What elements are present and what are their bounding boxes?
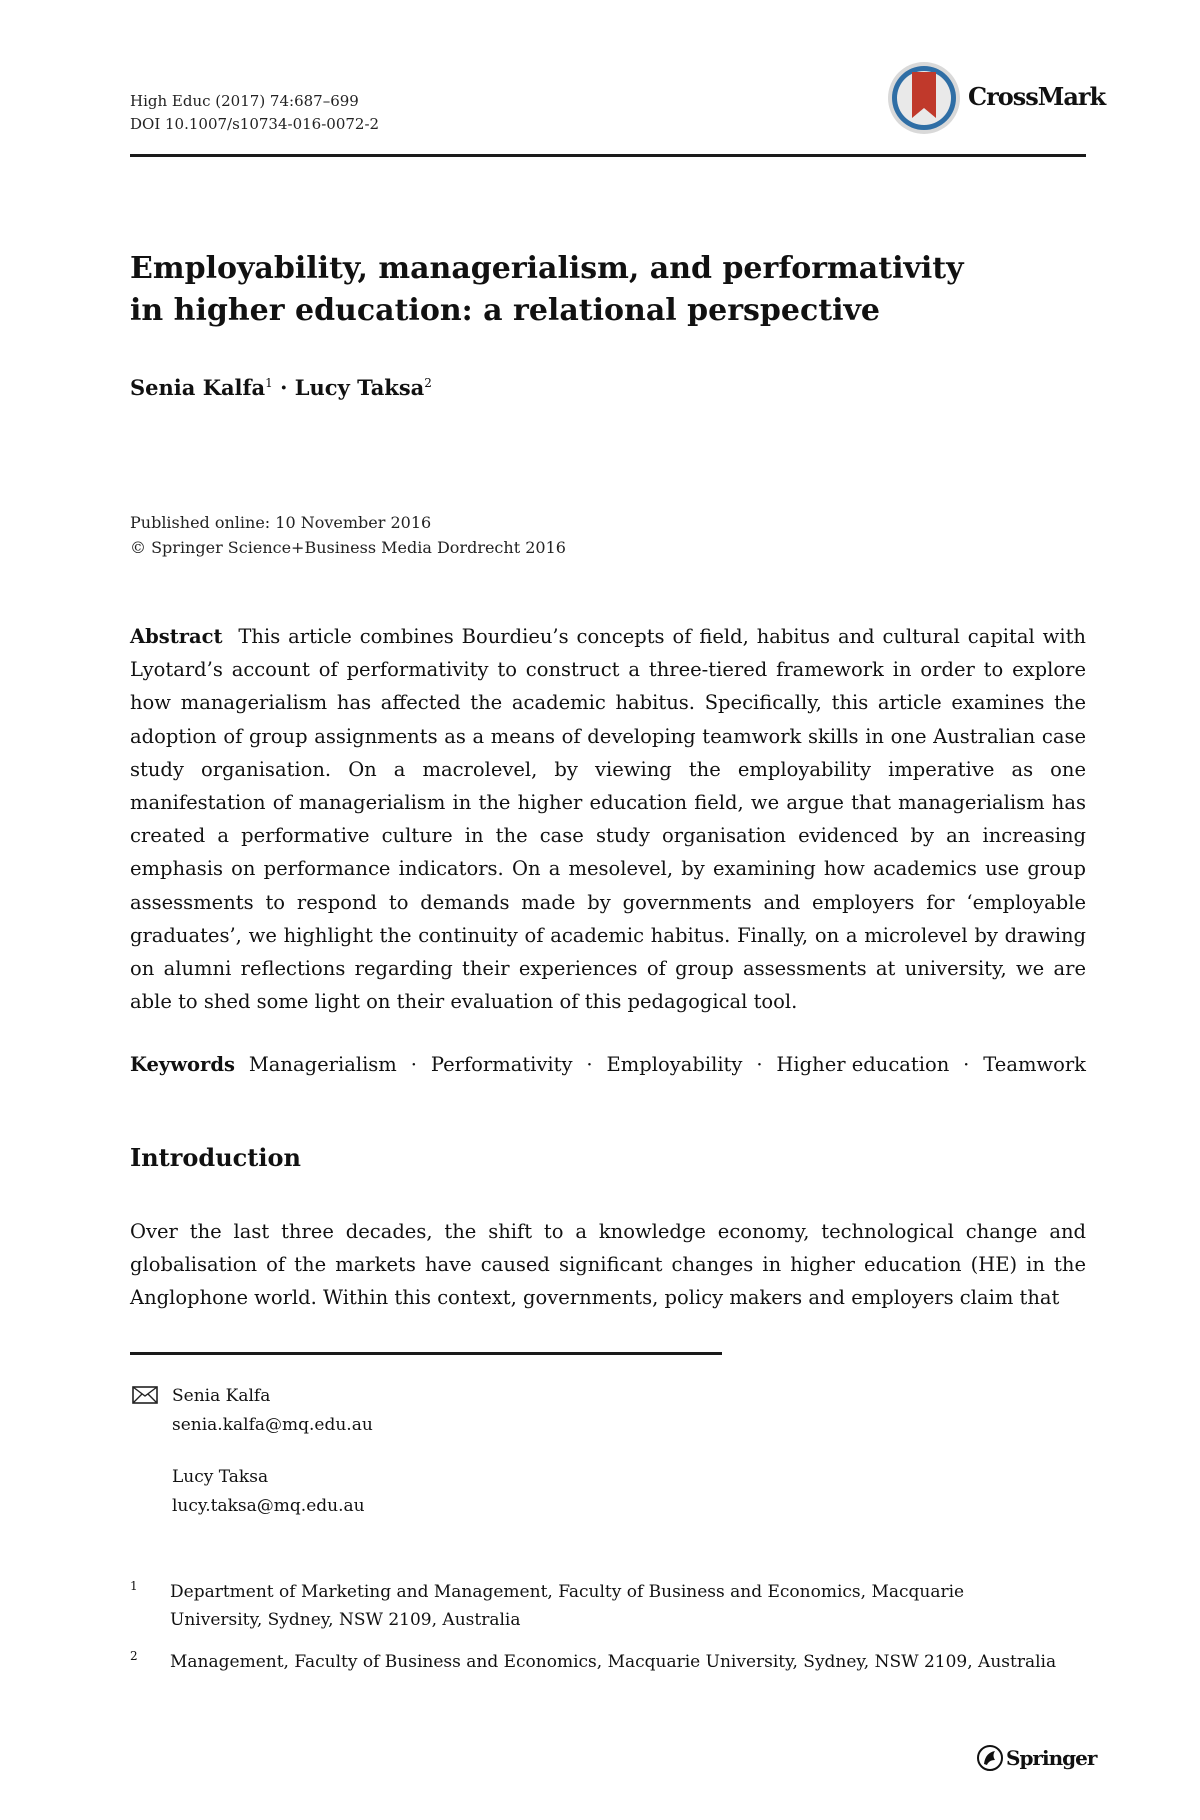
keywords-label: Keywords [130, 1053, 235, 1076]
contact-name: Lucy Taksa [172, 1467, 269, 1487]
affiliations [130, 1578, 1060, 1690]
author-affiliation-marker: 1 [265, 376, 273, 390]
keyword-separator: · [963, 1053, 970, 1076]
keyword: Employability [606, 1053, 743, 1076]
contact-email[interactable]: lucy.taksa@mq.edu.au [172, 1496, 365, 1516]
abstract [130, 620, 1086, 1018]
contact-entry [130, 1463, 373, 1521]
title-line-1: Employability, managerialism, and performativity [130, 251, 964, 286]
keyword: Performativity [430, 1053, 573, 1076]
affiliation-number: 1 [130, 1579, 138, 1593]
keywords [130, 1048, 1086, 1081]
contact-name: Senia Kalfa [172, 1386, 271, 1406]
abstract-text: This article combines Bourdieu’s concepts of field, habitus and cultural capital with Lyotard’s account of performativity to construct a three-tiered framework in order to explore how managerialism has affected the academic habitus. Specifically, this article examines the adoption of group assignments as a means of developing teamwork skills in one Australian case study organisation. On a macrolevel, by viewing the employability imperative as one manifestation of managerialism in the higher education field, we argue that managerialism has created a performative culture in the case study organisation evidenced by an increasing emphasis on performance indicators. On a mesolevel, by examining how academics use group assessments to respond to demands made by governments and employers for ‘employable graduates’, we highlight the continuity of academic habitus. Finally, on a microlevel by drawing on alumni reflections regarding their experiences of group assessments at university, we are able to shed some light on their evaluation of this pedagogical tool. [130, 625, 1086, 1014]
author-affiliation-marker: 2 [424, 376, 432, 390]
contact-list [130, 1382, 373, 1544]
abstract-label: Abstract [130, 625, 223, 648]
section-heading: Introduction [130, 1143, 301, 1172]
affiliation [130, 1648, 1060, 1676]
keyword-separator: · [410, 1053, 417, 1076]
journal-citation: High Educ (2017) 74:687–699 [130, 92, 359, 110]
keyword: Higher education [776, 1053, 950, 1076]
copyright-line: © Springer Science+Business Media Dordrecht 2016 [130, 538, 566, 557]
doi-text[interactable]: DOI 10.1007/s10734-016-0072-2 [130, 115, 380, 133]
publisher-name: Springer [1006, 1746, 1097, 1770]
springer-horse-icon [976, 1744, 1004, 1772]
affiliation-number: 2 [130, 1649, 138, 1663]
contact-email[interactable]: senia.kalfa@mq.edu.au [172, 1415, 373, 1435]
affiliation [130, 1578, 1060, 1634]
affiliation-text: Management, Faculty of Business and Economics, Macquarie University, Sydney, NSW 2109, Australia [170, 1652, 1057, 1672]
keyword: Teamwork [983, 1053, 1086, 1076]
publication-info [130, 510, 566, 560]
footnote-divider [130, 1352, 722, 1355]
author-name[interactable]: Senia Kalfa [130, 375, 266, 400]
author-name[interactable]: Lucy Taksa [294, 375, 425, 400]
keyword-separator: · [586, 1053, 593, 1076]
springer-logo [976, 1738, 1097, 1778]
keyword: Managerialism [248, 1053, 397, 1076]
crossmark-badge[interactable] [886, 60, 1106, 136]
introduction-text: Over the last three decades, the shift to a knowledge economy, technological change and globalisation of the markets have caused significant changes in higher education (HE) in the Anglophone world. Within this context, governments, policy makers and employers claim that [130, 1220, 1086, 1310]
journal-meta [130, 90, 379, 136]
mail-icon [132, 1384, 158, 1406]
affiliation-text: Department of Marketing and Management, Faculty of Business and Economics, Macquarie University, Sydney, NSW 2109, Australia [170, 1582, 965, 1630]
crossmark-label: CrossMark [968, 82, 1106, 111]
crossmark-icon [886, 60, 962, 136]
author-list [130, 375, 432, 400]
published-date: Published online: 10 November 2016 [130, 513, 432, 532]
title-line-2: in higher education: a relational perspective [130, 293, 880, 328]
article-title [130, 248, 1086, 332]
header-divider [130, 154, 1086, 157]
contact-entry [130, 1382, 373, 1440]
keyword-separator: · [756, 1053, 763, 1076]
author-separator: · [280, 375, 288, 400]
